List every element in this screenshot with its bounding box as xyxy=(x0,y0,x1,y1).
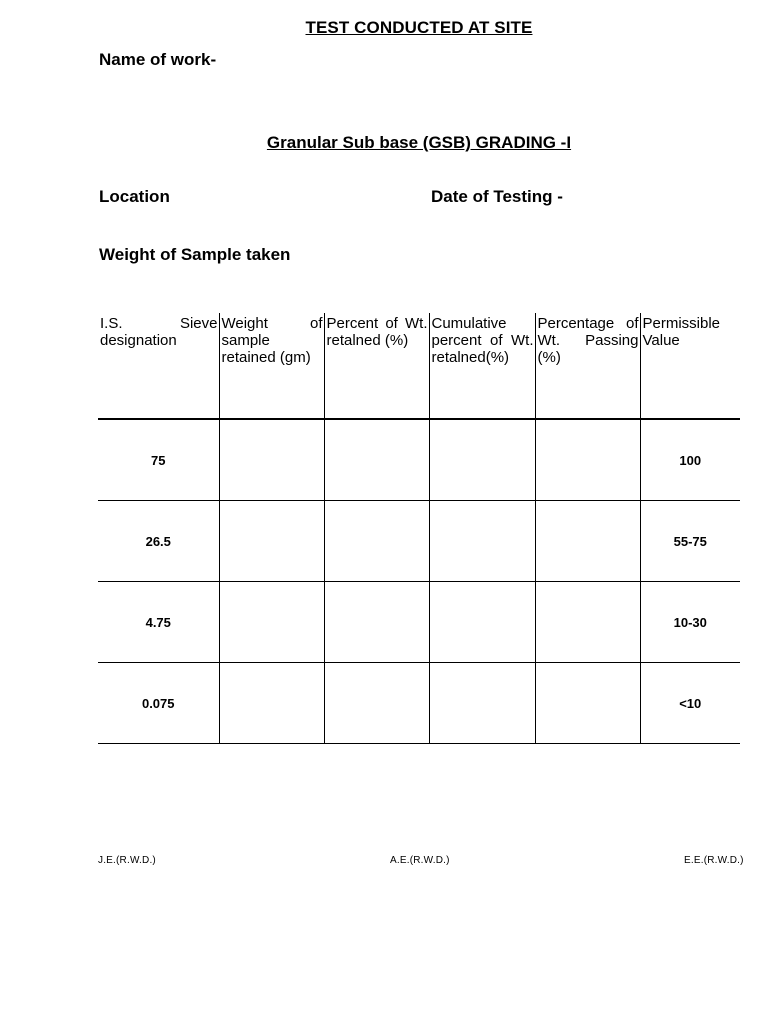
percent-cell xyxy=(324,582,429,663)
permissible-cell: 10-30 xyxy=(640,582,740,663)
column-header-percent-retained: Percent of Wt. retalned (%) xyxy=(324,313,429,419)
permissible-cell: 55-75 xyxy=(640,501,740,582)
cumulative-cell xyxy=(429,501,535,582)
name-of-work-label: Name of work- xyxy=(99,50,217,69)
column-header-percent-passing: Percentage of Wt. Passing (%) xyxy=(535,313,640,419)
weight-cell xyxy=(219,663,324,744)
column-header-cumulative-retained: Cumulative percent of Wt. retalned(%) xyxy=(429,313,535,419)
cumulative-cell xyxy=(429,582,535,663)
page-subtitle: Granular Sub base (GSB) GRADING -I xyxy=(266,133,572,152)
percent-cell xyxy=(324,663,429,744)
page-title: TEST CONDUCTED AT SITE xyxy=(305,18,533,37)
cumulative-cell xyxy=(429,419,535,501)
weight-of-sample-label: Weight of Sample taken xyxy=(99,245,291,264)
weight-cell xyxy=(219,419,324,501)
ee-signature-label: E.E.(R.W.D.) xyxy=(684,855,744,866)
table-row xyxy=(98,582,740,663)
sieve-cell: 4.75 xyxy=(98,582,219,663)
je-signature-label: J.E.(R.W.D.) xyxy=(98,855,156,866)
weight-cell xyxy=(219,501,324,582)
cumulative-cell xyxy=(429,663,535,744)
table-row xyxy=(98,663,740,744)
date-of-testing-label: Date of Testing - xyxy=(431,187,563,206)
sieve-cell: 75 xyxy=(98,419,219,501)
passing-cell xyxy=(535,501,640,582)
sieve-cell: 0.075 xyxy=(98,663,219,744)
table-row xyxy=(98,501,740,582)
sieve-cell: 26.5 xyxy=(98,501,219,582)
permissible-cell: 100 xyxy=(640,419,740,501)
percent-cell xyxy=(324,419,429,501)
passing-cell xyxy=(535,419,640,501)
percent-cell xyxy=(324,501,429,582)
ae-signature-label: A.E.(R.W.D.) xyxy=(390,855,450,866)
column-header-permissible: Permissible Value xyxy=(640,313,740,419)
column-header-weight-retained: Weight of sample retained (gm) xyxy=(219,313,324,419)
weight-cell xyxy=(219,582,324,663)
grading-table xyxy=(98,313,740,744)
permissible-cell: <10 xyxy=(640,663,740,744)
passing-cell xyxy=(535,663,640,744)
table-row xyxy=(98,419,740,501)
table-header-row xyxy=(98,313,740,419)
location-label: Location xyxy=(99,187,170,206)
passing-cell xyxy=(535,582,640,663)
column-header-sieve: I.S. Sieve designation xyxy=(98,313,219,419)
